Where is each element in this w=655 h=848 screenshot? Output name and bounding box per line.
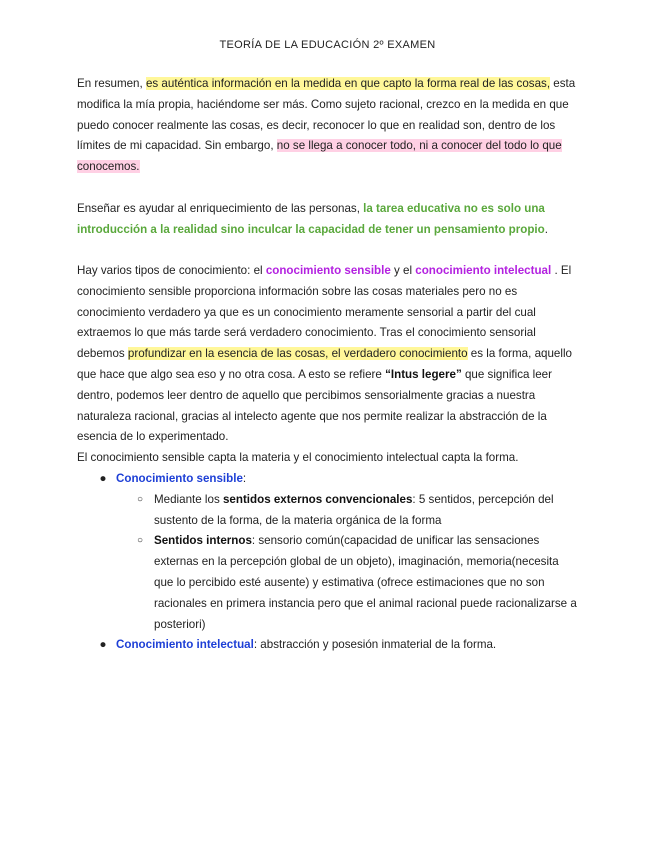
list-item-intelectual (77, 635, 581, 656)
knowledge-summary: El conocimiento sensible capta la materia y el conocimiento intelectual capta la forma. (77, 451, 519, 465)
pink-highlight: no se llega a conocer todo, ni a conocer del todo lo que conocemos. (77, 139, 562, 174)
bullet-icon: ● (99, 472, 107, 485)
bullet-icon: ● (99, 638, 107, 652)
yellow-highlight: profundizar en la esencia de las cosas, el verdadero conocimiento (127, 347, 468, 361)
knowledge-text: y el (390, 264, 416, 277)
summary-paragraph (77, 74, 581, 178)
list-suffix: : (242, 472, 247, 485)
knowledge-text: es la forma, aquello que hace que algo sea eso y no otra cosa. A esto se refiere (77, 347, 572, 381)
list-item-sensible (77, 469, 581, 490)
purple-term-intelectual: conocimiento intelectual (415, 264, 552, 277)
teaching-paragraph (77, 199, 581, 241)
sub-item-bold: Sentidos internos (154, 534, 252, 548)
sub-item-text: : sensorio común(capacidad de unificar las sensaciones externas en la percepción global de un objeto), imaginación, memoria(necesita que lo percibido esté ausente) y estimativa (ofrece estimaciones que no son racionales en primera instancia pero que el animal racional puede racionalizarse a posteriori) (154, 534, 577, 631)
page-title: TEORÍA DE LA EDUCACIÓN 2º EXAMEN (219, 39, 436, 51)
teaching-text: Enseñar es ayudar al enriquecimiento de las personas, (77, 202, 364, 215)
sub-item-text: Mediante los (154, 492, 223, 506)
list-label-intelectual: Conocimiento intelectual (116, 638, 254, 652)
list-item-text: : abstracción y posesión inmaterial de la forma. (253, 638, 497, 652)
yellow-highlight: es auténtica información en la medida en que capto la forma real de las cosas, (145, 77, 551, 90)
hollow-bullet-icon: ○ (136, 535, 144, 547)
sub-item-external-senses (77, 490, 581, 532)
knowledge-text: Hay varios tipos de conocimiento: el (77, 264, 266, 277)
list-label-sensible: Conocimiento sensible (116, 472, 243, 485)
green-emphasis: la tarea educativa no es solo una introducción a la realidad sino inculcar la capacidad de tener un pensamiento propio (77, 202, 545, 236)
intus-legere-term: “Intus legere” (385, 367, 462, 381)
summary-text: esta modifica la mía propia, haciéndome ser más. Como sujeto racional, crezco en la medida en que puedo conocer realmente las cosas, es decir, reconocer lo que en realidad son, dentro de los límites de mi capacidad. Sin embargo, (77, 77, 576, 153)
sub-item-text: : 5 sentidos, percepción del sustento de la forma, de la materia orgánica de la forma (154, 492, 554, 527)
knowledge-text: que significa leer dentro, podemos leer dentro de aquello que percibimos sensorialmente gracias a nuestra naturaleza racional, gracias al intelecto agente que nos permite realizar la abstracción de la esencia de lo experimentado. (77, 367, 552, 444)
knowledge-text: . El conocimiento sensible proporciona información sobre las cosas materiales pero no es conocimiento verdadero ya que es un conocimiento meramente sensorial a partir del cual extraemos lo que más tarde será verdadero conocimiento. Tras el conocimiento sensorial debemos (77, 264, 572, 361)
purple-term-sensible: conocimiento sensible (265, 264, 391, 277)
sub-item-bold: sentidos externos convencionales (222, 492, 413, 506)
summary-text: En resumen, (77, 77, 146, 90)
sub-item-internal-senses (77, 531, 581, 635)
knowledge-list (77, 469, 581, 656)
knowledge-paragraph (77, 261, 581, 469)
hollow-bullet-icon: ○ (136, 493, 144, 505)
teaching-text: . (544, 222, 548, 236)
